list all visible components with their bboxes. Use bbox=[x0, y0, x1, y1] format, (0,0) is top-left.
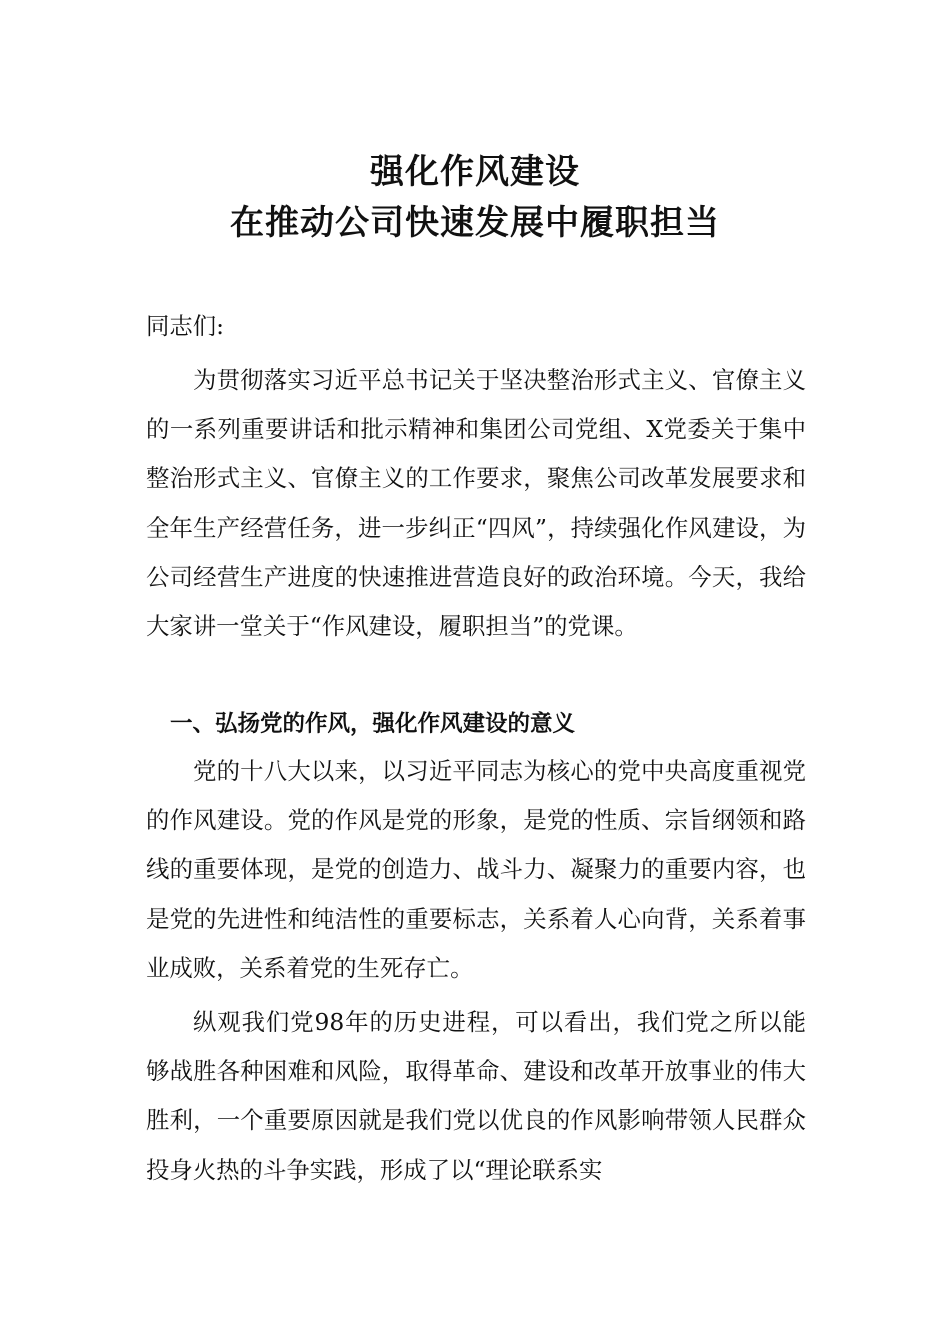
document-title-line-2: 在推动公司快速发展中履职担当 bbox=[230, 203, 720, 243]
paragraph-history: 纵观我们党98年的历史进程，可以看出，我们党之所以能够战胜各种困难和风险，取得革命、建设和改革开放事业的伟大胜利，一个重要原因就是我们党以优良的作风影响带领人民群众投身火热的斗争实践，形成了以“理论联系实 bbox=[146, 1008, 806, 1184]
salutation: 同志们: bbox=[146, 312, 225, 340]
paragraph-party-style: 党的十八大以来，以习近平同志为核心的党中央高度重视党的作风建设。党的作风是党的形象，是党的性质、宗旨纲领和路线的重要体现，是党的创造力、战斗力、凝聚力的重要内容，也是党的先进性和纯洁性的重要标志，关系着人心向背，关系着事业成败，关系着党的生死存亡。 bbox=[146, 757, 806, 982]
paragraph-intro: 为贯彻落实习近平总书记关于坚决整治形式主义、官僚主义的一系列重要讲话和批示精神和集团公司党组、X党委关于集中整治形式主义、官僚主义的工作要求，聚焦公司改革发展要求和全年生产经营任务，进一步纠正“四风”，持续强化作风建设，为公司经营生产进度的快速推进营造良好的政治环境。今天，我给大家讲一堂关于“作风建设，履职担当”的党课。 bbox=[146, 366, 806, 641]
document-title-line-1: 强化作风建设 bbox=[370, 152, 580, 192]
section-heading: 一、弘扬党的作风，强化作风建设的意义 bbox=[170, 711, 576, 737]
